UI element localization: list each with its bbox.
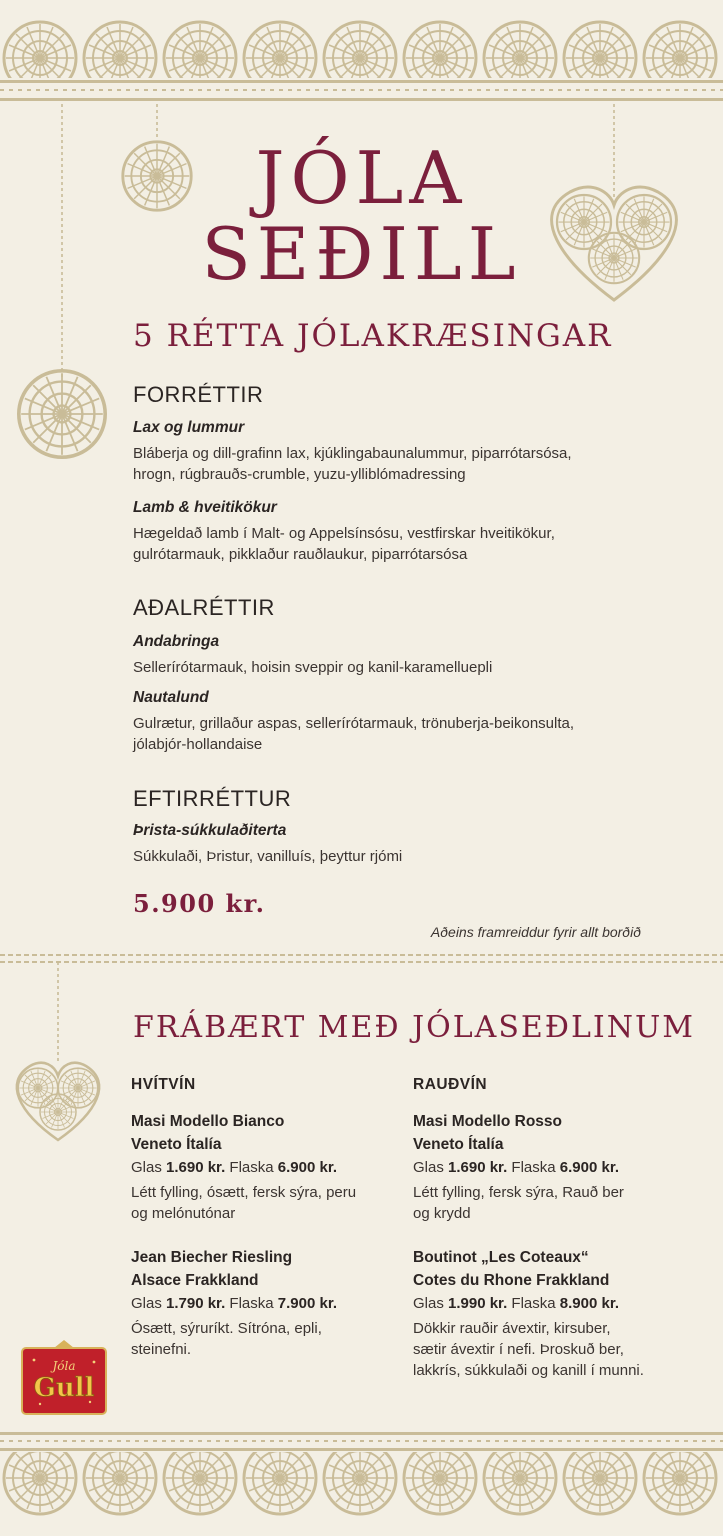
wine-name: Jean Biecher Riesling [131,1249,293,1266]
wine-name: Masi Modello Rosso [413,1113,562,1130]
wine-item [131,1246,391,1360]
dish-description: Bláberja og dill-grafinn lax, kjúklingabaunalummur, piparrótarsósa, hrogn, rúgbrauðs-crumble, yuzu-ylliblómadressing [133,445,572,483]
section-title-eftirrettur: EFTIRRÉTTUR [133,786,292,811]
wine-column-heading: HVÍTVÍN [131,1076,196,1093]
title-line-2: SEÐILL [201,212,522,296]
wine-price: Glas 1.690 kr. Flaska 6.900 kr. [131,1159,338,1176]
dish-description: Sellerírótarmauk, hoisin sveppir og kanil-karamelluepli [133,659,493,676]
dish-name: Lamb & hveitikökur [133,499,277,516]
top-lace-border [0,22,723,104]
title-line-1: JÓLA [255,136,468,220]
wine-headline: FRÁBÆRT MEÐ JÓLASEÐLINUM [133,1010,696,1045]
wine-price: Glas 1.990 kr. Flaska 8.900 kr. [413,1295,620,1312]
section-divider [0,955,723,962]
serving-note: Aðeins framreiddur fyrir allt borðið [430,924,641,940]
ornament-left [19,371,105,457]
dish-description: Súkkulaði, Þristur, vanilluís, þeyttur rjómi [133,848,403,865]
wine-price: Glas 1.790 kr. Flaska 7.900 kr. [131,1295,338,1312]
dish-name: Nautalund [133,689,209,706]
dish-name: Andabringa [133,633,220,650]
wine-item [413,1246,673,1381]
dish-description: Gulrætur, grillaður aspas, sellerírótarmauk, trönuberja-beikonsulta, jólabjór-hollandaise [133,715,575,753]
jola-gull-logo [20,1340,108,1418]
bottom-lace-border [0,1428,723,1514]
wine-column-white [131,1076,391,1382]
wine-origin: Alsace Frakkland [131,1272,259,1289]
wine-item [413,1110,673,1224]
wine-column-heading: RAUÐVÍN [413,1076,488,1093]
section-title-forrettir: FORRÉTTIR [133,382,264,407]
dish-name: Lax og lummur [133,419,245,436]
logo-text-gull: Gull [33,1373,95,1403]
logo-text-jola: Jóla [52,1359,76,1373]
heart-ornament-left [17,1063,99,1140]
dish-description: Hægeldað lamb í Malt- og Appelsínsósu, vestfirskar hveitikökur, gulrótarmauk, pikklaður rauðlaukur, piparrótarsósa [133,525,555,563]
wine-name: Boutinot „Les Coteaux“ [413,1249,589,1266]
wine-column-red [413,1076,673,1403]
menu-headline: 5 RÉTTA JÓLAKRÆSINGAR [133,318,613,354]
wine-name: Masi Modello Bianco [131,1113,285,1130]
wine-description: Ósætt, sýruríkt. Sítróna, epli, steinefni. [131,1320,322,1358]
dish-name: Þrista-súkkulaðiterta [133,822,287,839]
wine-description: Létt fylling, ósætt, fersk sýra, peru og melónutónar [131,1184,357,1222]
wine-origin: Cotes du Rhone Frakkland [413,1272,610,1289]
wine-origin: Veneto Ítalía [413,1136,504,1153]
wine-price: Glas 1.690 kr. Flaska 6.900 kr. [413,1159,620,1176]
wine-origin: Veneto Ítalía [131,1136,222,1153]
wine-description: Létt fylling, fersk sýra, Rauð ber og krydd [413,1184,624,1222]
wine-item [131,1110,391,1224]
menu-price: 5.900 kr. [133,889,266,918]
section-title-adalrettir: AÐALRÉTTIR [133,595,275,620]
wine-description: Dökkir rauðir ávextir, kirsuber, sætir ávextir í nefi. Þroskuð ber, lakkrís, súkkulaði og kanill í munni. [413,1320,644,1379]
